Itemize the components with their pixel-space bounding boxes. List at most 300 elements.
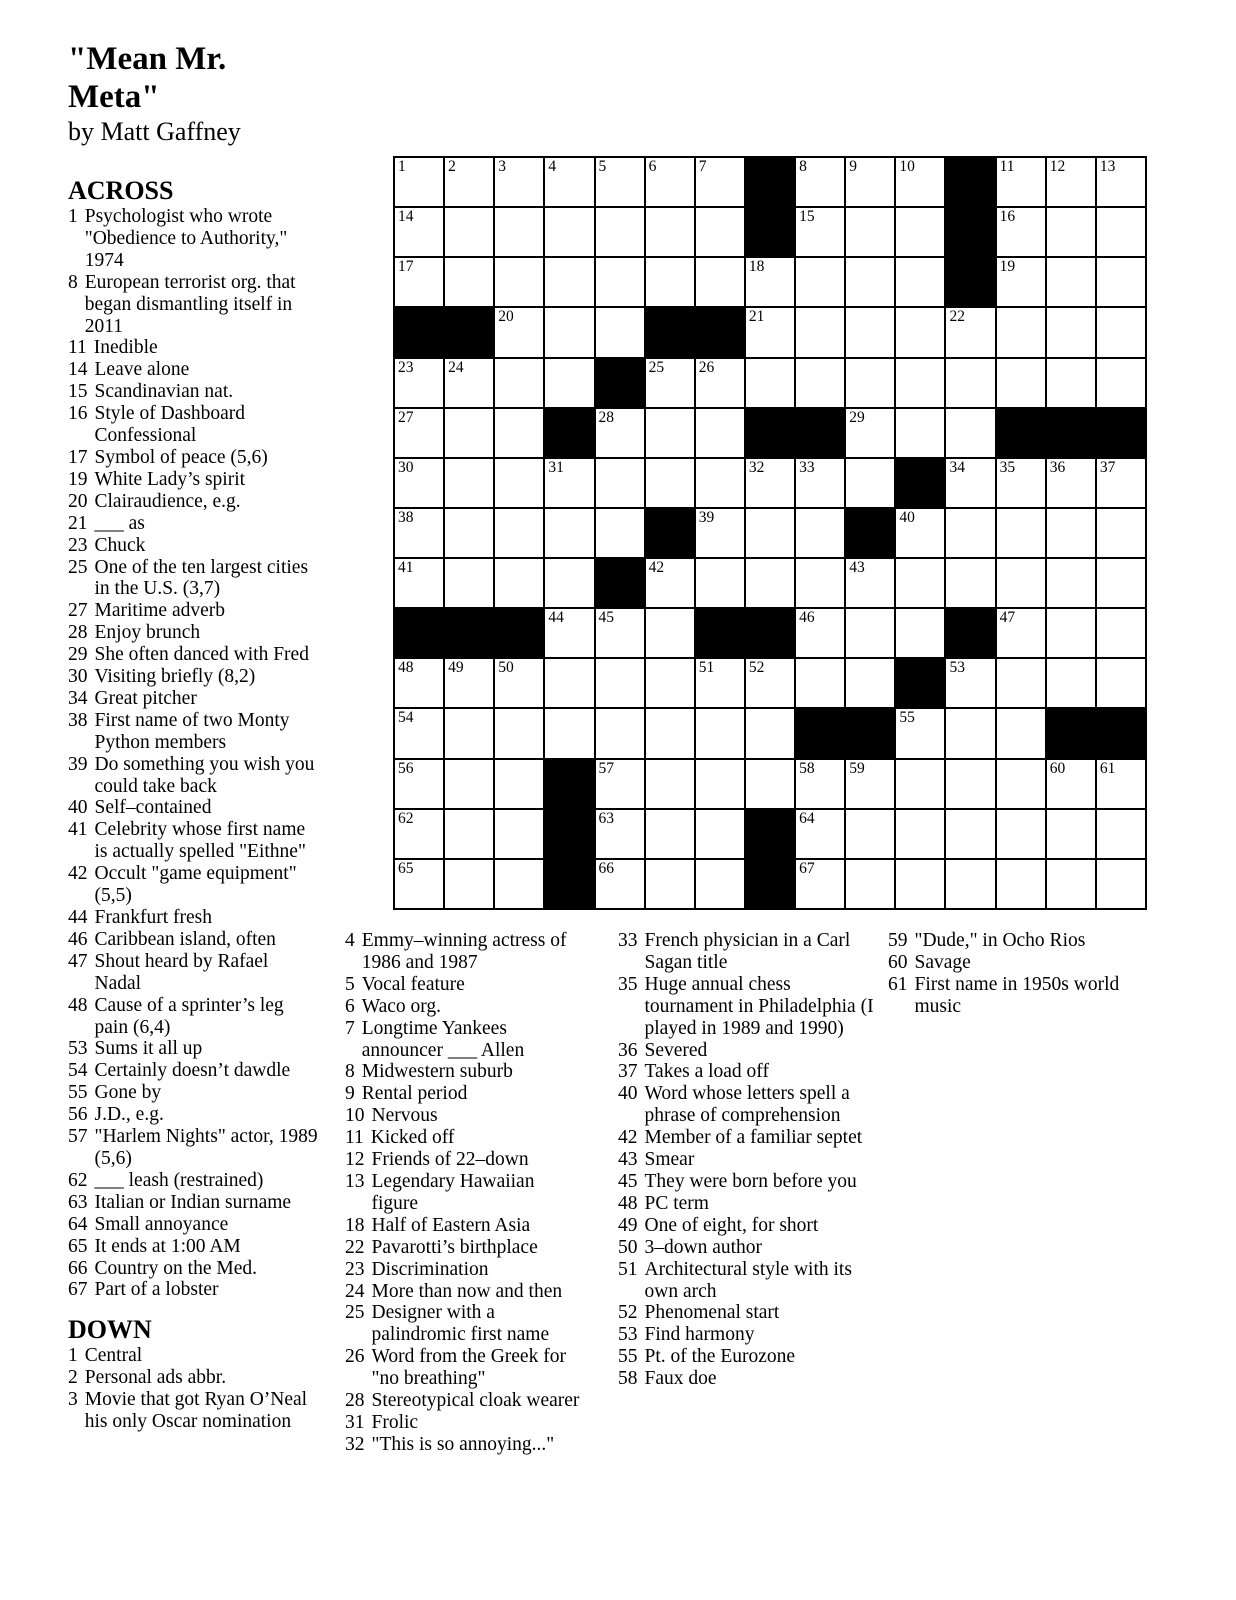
grid-cell-r4c10[interactable] [846, 308, 894, 356]
clue-text: Frolic [371, 1411, 419, 1433]
grid-cell-r1c1[interactable] [395, 158, 443, 206]
block-cell-r11c11 [896, 659, 944, 707]
grid-cell-r8c7[interactable] [696, 509, 744, 557]
grid-cell-r13c6[interactable] [646, 760, 694, 808]
grid-cell-r7c7[interactable] [696, 459, 744, 507]
cell-number-10: 10 [899, 158, 915, 175]
clue-20-across [68, 491, 318, 513]
grid-cell-r5c10[interactable] [846, 359, 894, 407]
grid-cell-r4c13[interactable] [997, 308, 1045, 356]
grid-cell-r7c1[interactable] [395, 459, 443, 507]
grid-cell-r8c11[interactable] [896, 509, 944, 557]
grid-cell-r11c14[interactable] [1047, 659, 1095, 707]
cell-number-31: 31 [548, 458, 564, 476]
grid-cell-r9c4[interactable] [545, 559, 593, 607]
cell-number-6: 6 [648, 158, 657, 175]
grid-cell-r5c3[interactable] [495, 359, 543, 407]
clue-number: 18 [345, 1214, 365, 1236]
cell-number-34: 34 [949, 458, 965, 476]
grid-cell-r13c12[interactable] [946, 760, 994, 808]
grid-cell-r9c3[interactable] [495, 559, 543, 607]
clue-16-across [68, 403, 318, 447]
grid-cell-r5c7[interactable] [696, 359, 744, 407]
grid-cell-r3c2[interactable] [445, 258, 493, 306]
grid-cell-r6c1[interactable] [395, 409, 443, 457]
grid-cell-r12c6[interactable] [646, 709, 694, 757]
clue-text: Rental period [361, 1083, 468, 1105]
grid-cell-r9c13[interactable] [997, 559, 1045, 607]
clue-text: Nervous [371, 1105, 438, 1127]
clue-text: Do something you wish you could take back [94, 753, 315, 797]
clue-number: 48 [68, 994, 88, 1016]
block-cell-r1c8 [746, 158, 794, 206]
grid-cell-r13c1[interactable] [395, 760, 443, 808]
grid-cell-r1c11[interactable] [896, 158, 944, 206]
cell-number-46: 46 [799, 609, 815, 627]
grid-cell-r14c7[interactable] [696, 810, 744, 858]
grid-cell-r11c9[interactable] [796, 659, 844, 707]
clue-13-down [345, 1171, 585, 1215]
grid-cell-r11c7[interactable] [696, 659, 744, 707]
grid-cell-r8c2[interactable] [445, 509, 493, 557]
grid-cell-r3c15[interactable] [1097, 258, 1145, 306]
grid-cell-r12c11[interactable] [896, 709, 944, 757]
clue-26-down [345, 1346, 585, 1390]
grid-cell-r1c13[interactable] [997, 158, 1045, 206]
grid-cell-r1c3[interactable] [495, 158, 543, 206]
grid-cell-r9c9[interactable] [796, 559, 844, 607]
clue-text: Movie that got Ryan O’Neal his only Oscar nomination [84, 1389, 308, 1433]
clue-number: 11 [68, 337, 87, 359]
cell-number-28: 28 [598, 408, 615, 426]
grid-cell-r7c8[interactable] [746, 459, 794, 507]
grid-cell-r6c2[interactable] [445, 409, 493, 457]
grid-cell-r9c2[interactable] [445, 559, 493, 607]
grid-cell-r3c6[interactable] [646, 258, 694, 306]
grid-cell-r1c4[interactable] [545, 158, 593, 206]
grid-cell-r14c15[interactable] [1097, 810, 1145, 858]
grid-cell-r4c3[interactable] [495, 308, 543, 356]
clue-text: Longtime Yankees announcer ___ Allen [361, 1017, 525, 1061]
clue-text: She often danced with Fred [94, 644, 309, 666]
grid-cell-r14c11[interactable] [896, 810, 944, 858]
grid-cell-r12c1[interactable] [395, 709, 443, 757]
clue-text: Savage [914, 951, 971, 973]
grid-cell-r15c15[interactable] [1097, 860, 1145, 908]
grid-cell-r7c9[interactable] [796, 459, 844, 507]
grid-cell-r13c2[interactable] [445, 760, 493, 808]
cell-number-41: 41 [398, 559, 414, 577]
clue-text: They were born before you [644, 1170, 857, 1192]
grid-cell-r15c11[interactable] [896, 860, 944, 908]
grid-cell-r8c1[interactable] [395, 509, 443, 557]
grid-cell-r10c11[interactable] [896, 609, 944, 657]
grid-cell-r13c5[interactable] [596, 760, 644, 808]
grid-cell-r11c12[interactable] [946, 659, 994, 707]
clue-text: Sums it all up [94, 1038, 203, 1060]
grid-cell-r8c12[interactable] [946, 509, 994, 557]
grid-cell-r9c8[interactable] [746, 559, 794, 607]
grid-cell-r13c7[interactable] [696, 760, 744, 808]
block-cell-r14c8 [746, 810, 794, 858]
grid-cell-r1c14[interactable] [1047, 158, 1095, 206]
clue-number: 30 [68, 666, 88, 688]
grid-cell-r8c13[interactable] [997, 509, 1045, 557]
clue-number: 36 [618, 1039, 638, 1061]
grid-cell-r3c1[interactable] [395, 258, 443, 306]
grid-cell-r1c9[interactable] [796, 158, 844, 206]
grid-cell-r5c14[interactable] [1047, 359, 1095, 407]
grid-cell-r1c15[interactable] [1097, 158, 1145, 206]
grid-cell-r9c11[interactable] [896, 559, 944, 607]
block-cell-r2c12 [946, 208, 994, 256]
clue-number: 25 [345, 1302, 365, 1324]
clue-24-down [345, 1281, 585, 1303]
clue-number: 61 [888, 973, 908, 995]
clue-text: Friends of 22–down [371, 1149, 529, 1171]
grid-cell-r7c14[interactable] [1047, 459, 1095, 507]
grid-cell-r2c15[interactable] [1097, 208, 1145, 256]
cell-number-32: 32 [748, 458, 765, 476]
block-cell-r10c3 [495, 609, 543, 657]
grid-cell-r8c3[interactable] [495, 509, 543, 557]
clue-text: Word whose letters spell a phrase of comprehension [644, 1083, 850, 1127]
clue-text: J.D., e.g. [94, 1104, 164, 1126]
clue-25-across [68, 557, 318, 601]
grid-cell-r3c5[interactable] [596, 258, 644, 306]
clue-number: 26 [345, 1346, 365, 1368]
grid-cell-r9c6[interactable] [646, 559, 694, 607]
grid-cell-r12c5[interactable] [596, 709, 644, 757]
grid-cell-r15c6[interactable] [646, 860, 694, 908]
grid-cell-r2c13[interactable] [997, 208, 1045, 256]
grid-cell-r11c8[interactable] [746, 659, 794, 707]
cell-number-52: 52 [748, 659, 765, 677]
grid-cell-r12c13[interactable] [997, 709, 1045, 757]
grid-cell-r3c8[interactable] [746, 258, 794, 306]
grid-cell-r8c8[interactable] [746, 509, 794, 557]
clue-text: One of the ten largest cities in the U.S. (3,7) [94, 556, 309, 600]
clue-text: Enjoy brunch [94, 622, 201, 644]
cell-number-48: 48 [398, 659, 414, 677]
clue-number: 8 [345, 1061, 355, 1083]
grid-cell-r10c5[interactable] [596, 609, 644, 657]
grid-cell-r9c1[interactable] [395, 559, 443, 607]
clue-text: European terrorist org. that began dismantling itself in 2011 [84, 271, 296, 337]
grid-cell-r3c11[interactable] [896, 258, 944, 306]
block-cell-r4c7 [696, 308, 744, 356]
clue-number: 8 [68, 271, 78, 293]
grid-cell-r12c8[interactable] [746, 709, 794, 757]
grid-cell-r1c2[interactable] [445, 158, 493, 206]
grid-cell-r7c3[interactable] [495, 459, 543, 507]
grid-cell-r4c4[interactable] [545, 308, 593, 356]
grid-cell-r4c11[interactable] [896, 308, 944, 356]
grid-cell-r14c2[interactable] [445, 810, 493, 858]
clue-33-down [618, 930, 880, 974]
cell-number-9: 9 [849, 158, 857, 175]
grid-cell-r4c14[interactable] [1047, 308, 1095, 356]
clue-number: 38 [68, 709, 88, 731]
grid-cell-r1c7[interactable] [696, 158, 744, 206]
grid-cell-r4c8[interactable] [746, 308, 794, 356]
cell-number-2: 2 [448, 158, 456, 175]
grid-cell-r8c14[interactable] [1047, 509, 1095, 557]
grid-cell-r7c12[interactable] [946, 459, 994, 507]
block-cell-r13c4 [545, 760, 593, 808]
clue-45-down [618, 1171, 880, 1193]
grid-cell-r11c1[interactable] [395, 659, 443, 707]
clue-text: ___ as [94, 512, 145, 534]
grid-cell-r14c5[interactable] [596, 810, 644, 858]
grid-cell-r14c14[interactable] [1047, 810, 1095, 858]
grid-cell-r5c2[interactable] [445, 359, 493, 407]
grid-cell-r12c7[interactable] [696, 709, 744, 757]
grid-cell-r2c11[interactable] [896, 208, 944, 256]
grid-cell-r2c6[interactable] [646, 208, 694, 256]
grid-cell-r1c5[interactable] [596, 158, 644, 206]
grid-cell-r11c10[interactable] [846, 659, 894, 707]
clue-34-across [68, 688, 318, 710]
clue-60-down [888, 952, 1120, 974]
clue-text: First name in 1950s world music [914, 973, 1120, 1017]
clue-text: Faux doe [644, 1368, 717, 1390]
grid-cell-r11c6[interactable] [646, 659, 694, 707]
grid-cell-r10c14[interactable] [1047, 609, 1095, 657]
grid-cell-r5c4[interactable] [545, 359, 593, 407]
grid-cell-r13c9[interactable] [796, 760, 844, 808]
clue-55-down [618, 1346, 880, 1368]
grid-cell-r5c6[interactable] [646, 359, 694, 407]
grid-cell-r3c9[interactable] [796, 258, 844, 306]
clue-31-down [345, 1412, 585, 1434]
clue-text: Gone by [94, 1082, 162, 1104]
grid-cell-r6c11[interactable] [896, 409, 944, 457]
grid-cell-r15c13[interactable] [997, 860, 1045, 908]
grid-cell-r7c15[interactable] [1097, 459, 1145, 507]
grid-cell-r9c10[interactable] [846, 559, 894, 607]
clue-63-across [68, 1192, 318, 1214]
grid-cell-r14c1[interactable] [395, 810, 443, 858]
block-cell-r5c5 [596, 359, 644, 407]
grid-cell-r15c9[interactable] [796, 860, 844, 908]
grid-cell-r7c4[interactable] [545, 459, 593, 507]
cell-number-35: 35 [999, 458, 1016, 476]
grid-cell-r3c13[interactable] [997, 258, 1045, 306]
grid-cell-r5c13[interactable] [997, 359, 1045, 407]
grid-cell-r4c15[interactable] [1097, 308, 1145, 356]
grid-cell-r15c5[interactable] [596, 860, 644, 908]
grid-cell-r5c9[interactable] [796, 359, 844, 407]
grid-cell-r2c14[interactable] [1047, 208, 1095, 256]
clue-number: 35 [618, 973, 638, 995]
grid-cell-r5c1[interactable] [395, 359, 443, 407]
grid-cell-r13c14[interactable] [1047, 760, 1095, 808]
grid-cell-r10c15[interactable] [1097, 609, 1145, 657]
grid-cell-r13c8[interactable] [746, 760, 794, 808]
grid-cell-r9c12[interactable] [946, 559, 994, 607]
clue-57-across [68, 1126, 318, 1170]
grid-cell-r14c3[interactable] [495, 810, 543, 858]
grid-cell-r14c10[interactable] [846, 810, 894, 858]
grid-cell-r2c7[interactable] [696, 208, 744, 256]
cell-number-40: 40 [899, 508, 915, 526]
block-cell-r4c6 [646, 308, 694, 356]
grid-cell-r6c6[interactable] [646, 409, 694, 457]
block-cell-r8c6 [646, 509, 694, 557]
clue-1-down [68, 1345, 318, 1367]
clue-text: Cause of a sprinter’s leg pain (6,4) [94, 994, 284, 1038]
cell-number-24: 24 [448, 358, 464, 376]
grid-cell-r6c5[interactable] [596, 409, 644, 457]
grid-cell-r15c3[interactable] [495, 860, 543, 908]
grid-cell-r11c4[interactable] [545, 659, 593, 707]
clue-22-down [345, 1237, 585, 1259]
grid-cell-r13c3[interactable] [495, 760, 543, 808]
clue-number: 25 [68, 556, 88, 578]
grid-cell-r2c2[interactable] [445, 208, 493, 256]
grid-cell-r13c11[interactable] [896, 760, 944, 808]
grid-cell-r5c15[interactable] [1097, 359, 1145, 407]
grid-cell-r2c1[interactable] [395, 208, 443, 256]
grid-cell-r2c10[interactable] [846, 208, 894, 256]
clue-number: 52 [618, 1302, 638, 1324]
grid-cell-r15c2[interactable] [445, 860, 493, 908]
clue-number: 40 [618, 1083, 638, 1105]
grid-cell-r11c3[interactable] [495, 659, 543, 707]
clue-text: Caribbean island, often [94, 928, 276, 950]
clue-number: 12 [345, 1149, 365, 1171]
grid-cell-r14c6[interactable] [646, 810, 694, 858]
grid-cell-r2c3[interactable] [495, 208, 543, 256]
grid-cell-r4c12[interactable] [946, 308, 994, 356]
clue-text: Waco org. [361, 995, 442, 1017]
grid-cell-r6c7[interactable] [696, 409, 744, 457]
grid-cell-r9c14[interactable] [1047, 559, 1095, 607]
grid-cell-r7c2[interactable] [445, 459, 493, 507]
grid-cell-r14c12[interactable] [946, 810, 994, 858]
grid-cell-r12c4[interactable] [545, 709, 593, 757]
grid-cell-r4c5[interactable] [596, 308, 644, 356]
down-heading: DOWN [68, 1315, 152, 1345]
clue-text: Psychologist who wrote "Obedience to Authority," 1974 [84, 206, 288, 271]
clue-number: 19 [68, 468, 88, 490]
clue-number: 27 [68, 600, 88, 622]
grid-cell-r3c14[interactable] [1047, 258, 1095, 306]
puzzle-byline: by Matt Gaffney [68, 117, 241, 146]
grid-cell-r13c10[interactable] [846, 760, 894, 808]
grid-cell-r2c4[interactable] [545, 208, 593, 256]
grid-cell-r15c10[interactable] [846, 860, 894, 908]
grid-cell-r10c10[interactable] [846, 609, 894, 657]
cell-number-26: 26 [698, 358, 715, 376]
clue-11-down [345, 1127, 585, 1149]
grid-cell-r14c9[interactable] [796, 810, 844, 858]
clue-number: 1 [68, 1345, 78, 1367]
cell-number-20: 20 [498, 308, 514, 326]
grid-cell-r7c10[interactable] [846, 459, 894, 507]
cell-number-61: 61 [1099, 759, 1116, 777]
clue-9-down [345, 1083, 585, 1105]
grid-cell-r8c4[interactable] [545, 509, 593, 557]
clue-text: Visiting briefly (8,2) [94, 666, 256, 688]
clue-number: 55 [618, 1346, 638, 1368]
grid-cell-r11c5[interactable] [596, 659, 644, 707]
cell-number-5: 5 [598, 158, 607, 175]
grid-cell-r10c6[interactable] [646, 609, 694, 657]
clue-21-across [68, 513, 318, 535]
grid-cell-r8c5[interactable] [596, 509, 644, 557]
grid-cell-r6c3[interactable] [495, 409, 543, 457]
grid-cell-r14c13[interactable] [997, 810, 1045, 858]
grid-cell-r5c8[interactable] [746, 359, 794, 407]
grid-cell-r2c9[interactable] [796, 208, 844, 256]
grid-cell-r13c15[interactable] [1097, 760, 1145, 808]
grid-cell-r3c10[interactable] [846, 258, 894, 306]
grid-cell-r3c4[interactable] [545, 258, 593, 306]
grid-cell-r7c13[interactable] [997, 459, 1045, 507]
grid-cell-r6c10[interactable] [846, 409, 894, 457]
grid-cell-r5c12[interactable] [946, 359, 994, 407]
cell-number-57: 57 [598, 759, 615, 777]
grid-cell-r4c9[interactable] [796, 308, 844, 356]
grid-cell-r15c12[interactable] [946, 860, 994, 908]
grid-cell-r15c1[interactable] [395, 860, 443, 908]
grid-cell-r11c2[interactable] [445, 659, 493, 707]
grid-cell-r13c13[interactable] [997, 760, 1045, 808]
grid-cell-r8c15[interactable] [1097, 509, 1145, 557]
clue-text: First name of two Monty Python members [94, 709, 290, 753]
clue-number: 17 [68, 446, 88, 468]
clue-number: 39 [68, 753, 88, 775]
grid-cell-r12c2[interactable] [445, 709, 493, 757]
clue-text: "Harlem Nights" actor, 1989 (5,6) [94, 1126, 318, 1169]
grid-cell-r12c12[interactable] [946, 709, 994, 757]
clue-number: 63 [68, 1191, 88, 1213]
grid-cell-r8c9[interactable] [796, 509, 844, 557]
grid-cell-r6c12[interactable] [946, 409, 994, 457]
clue-number: 5 [345, 973, 355, 995]
grid-cell-r10c9[interactable] [796, 609, 844, 657]
clue-text: Vocal feature [361, 973, 465, 995]
grid-cell-r9c15[interactable] [1097, 559, 1145, 607]
grid-cell-r2c5[interactable] [596, 208, 644, 256]
grid-cell-r3c3[interactable] [495, 258, 543, 306]
clue-19-across [68, 469, 318, 491]
grid-cell-r9c7[interactable] [696, 559, 744, 607]
grid-cell-r10c4[interactable] [545, 609, 593, 657]
clue-54-across [68, 1060, 318, 1082]
clue-text: Country on the Med. [94, 1257, 257, 1279]
grid-cell-r3c7[interactable] [696, 258, 744, 306]
down-clue-list-col3 [618, 930, 880, 1390]
clue-23-down [345, 1259, 585, 1281]
grid-cell-r7c5[interactable] [596, 459, 644, 507]
grid-cell-r15c7[interactable] [696, 860, 744, 908]
clue-number: 53 [68, 1038, 88, 1060]
clue-text: Phenomenal start [644, 1302, 780, 1324]
grid-cell-r11c15[interactable] [1097, 659, 1145, 707]
grid-cell-r7c6[interactable] [646, 459, 694, 507]
grid-cell-r15c14[interactable] [1047, 860, 1095, 908]
grid-cell-r11c13[interactable] [997, 659, 1045, 707]
grid-cell-r10c13[interactable] [997, 609, 1045, 657]
grid-cell-r1c6[interactable] [646, 158, 694, 206]
grid-cell-r12c3[interactable] [495, 709, 543, 757]
clue-text: Style of Dashboard Confessional [94, 403, 246, 447]
grid-cell-r5c11[interactable] [896, 359, 944, 407]
grid-cell-r1c10[interactable] [846, 158, 894, 206]
